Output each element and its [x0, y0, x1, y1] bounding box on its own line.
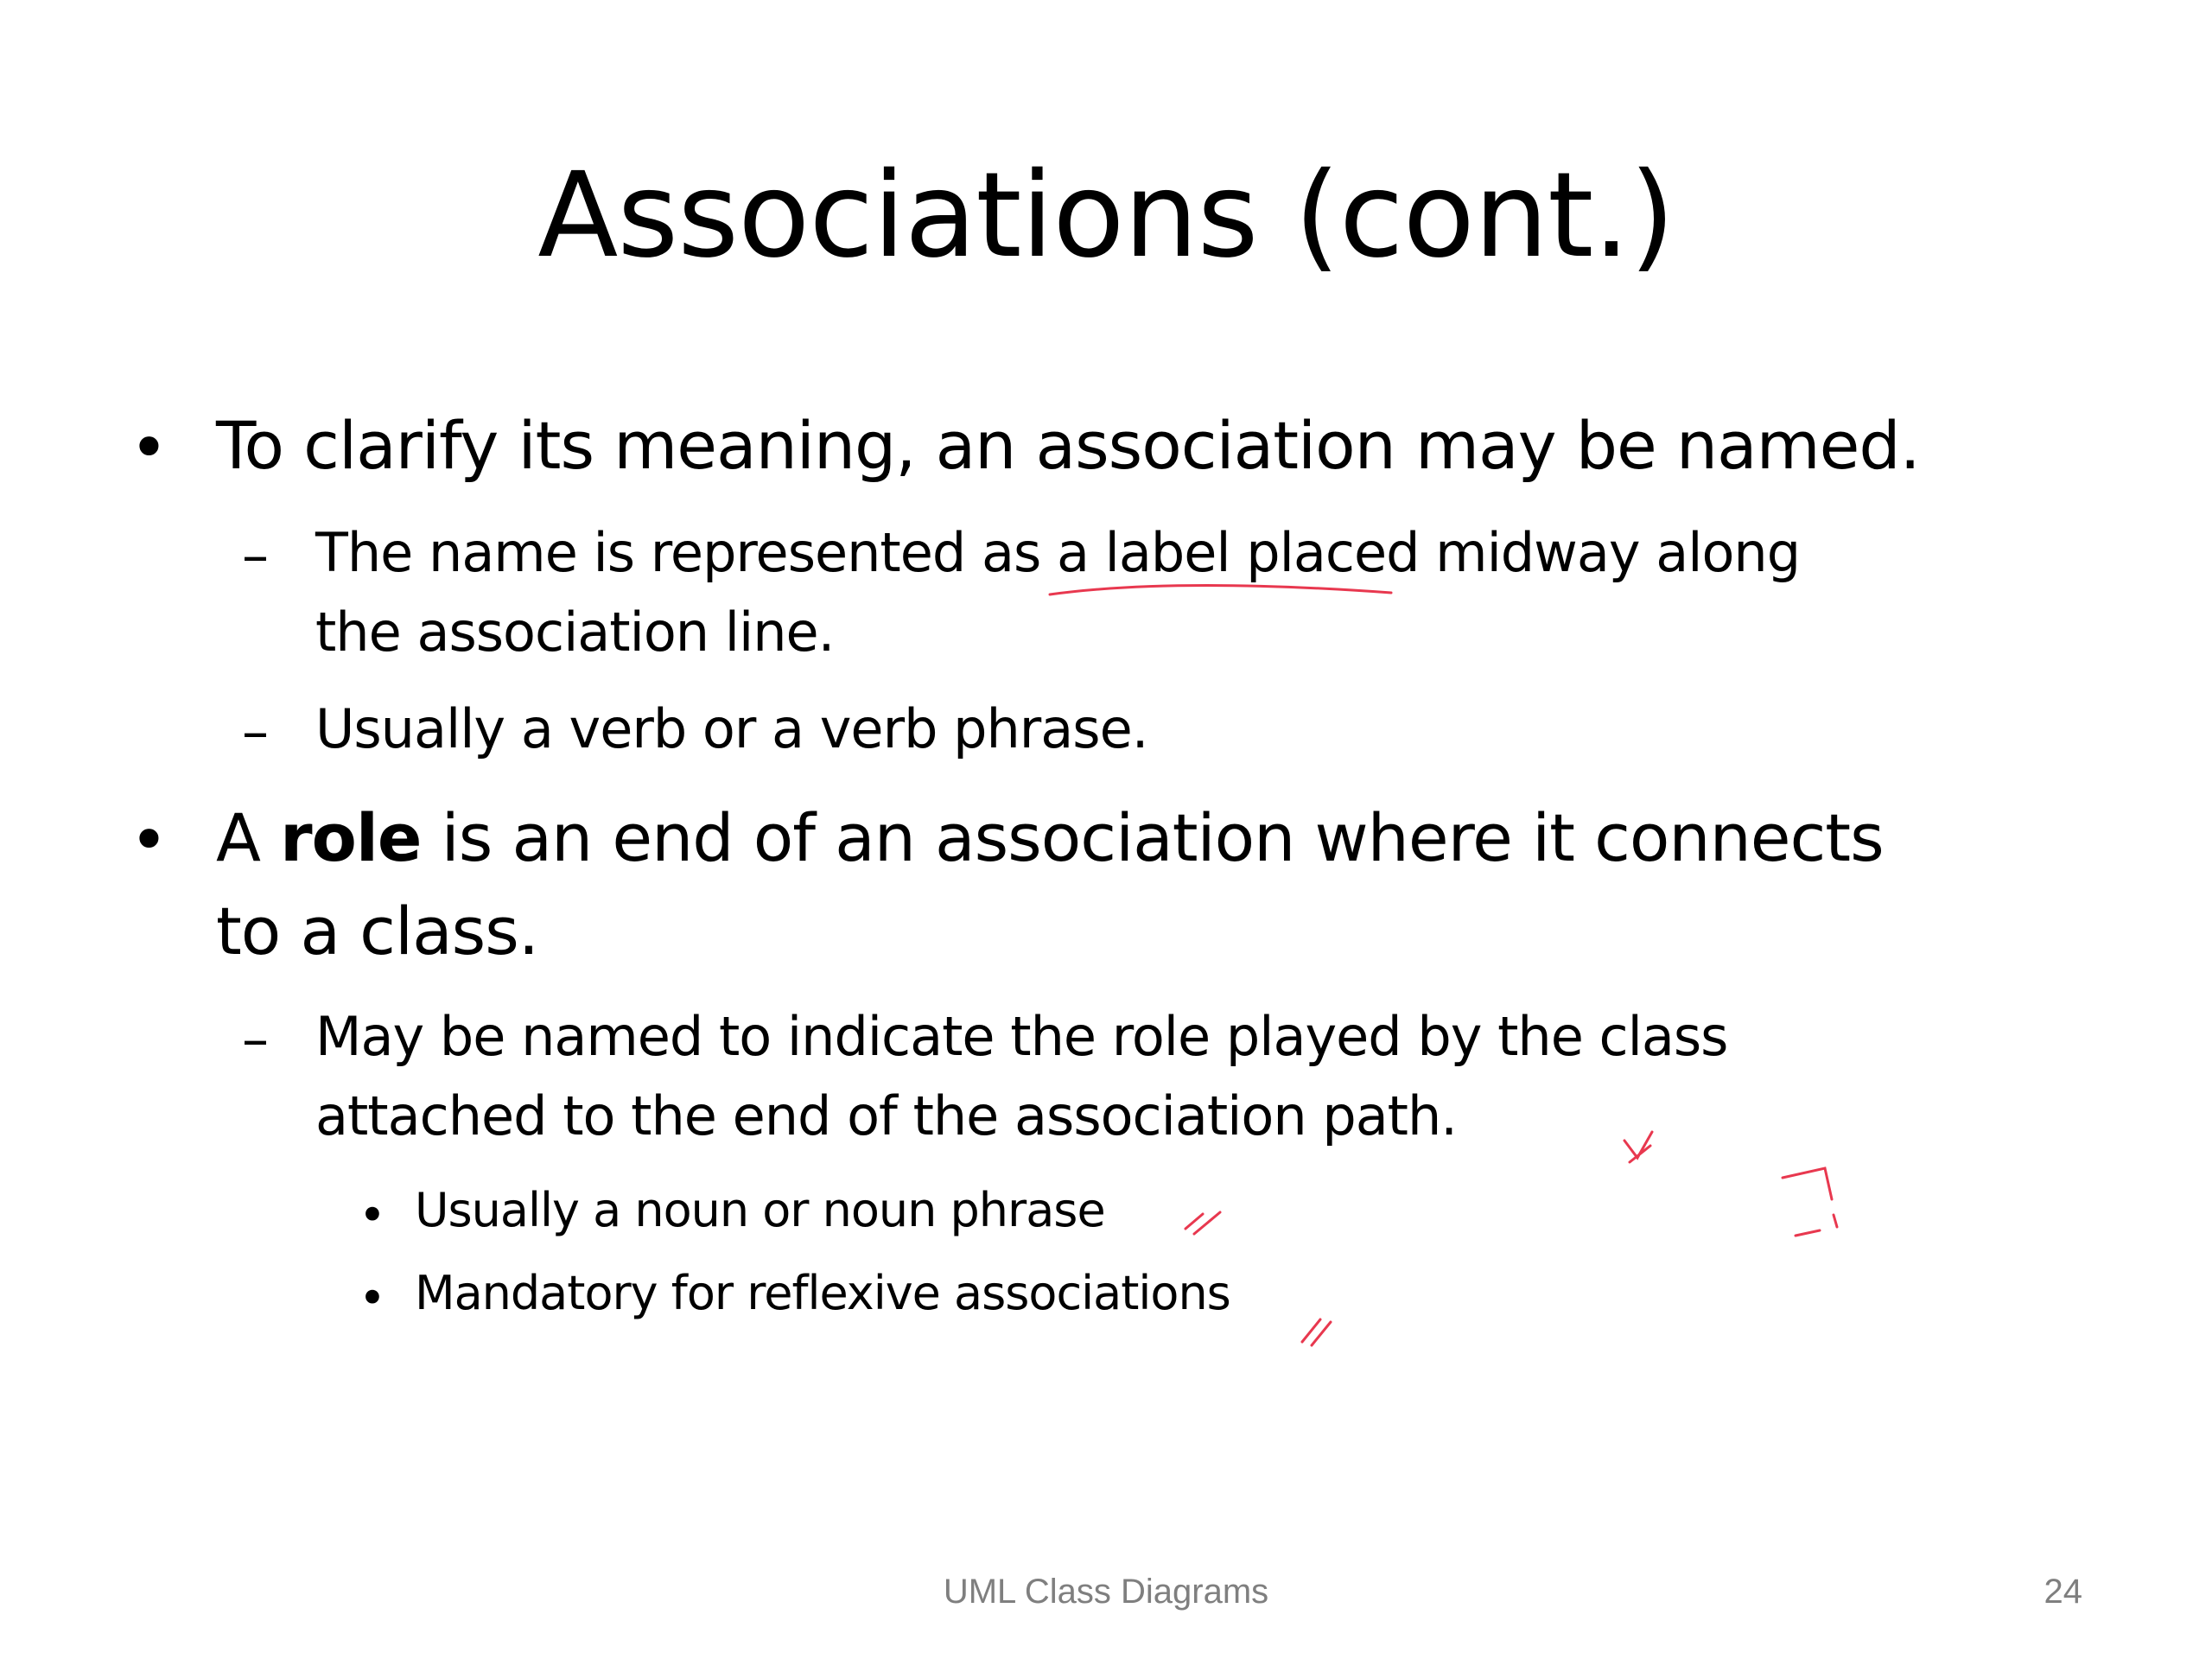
sub-sub-bullet-marker: •	[359, 1271, 386, 1325]
sub-bullet-1-2-text: Usually a verb or a verb phrase.	[315, 697, 1148, 760]
bullet-2-line-2: to a class.	[216, 893, 539, 969]
bullet-2-line-1	[216, 791, 1884, 885]
ink-slash-mark	[1185, 1212, 1220, 1234]
sub-sub-bullet-marker: •	[359, 1188, 386, 1243]
bullet-2-prefix: A	[216, 799, 281, 876]
bullet-2-suffix: is an end of an association where it connects	[421, 799, 1884, 876]
slide-title: Associations (cont.)	[537, 148, 1675, 284]
bullet-marker: •	[130, 801, 168, 878]
bullet-marker: •	[130, 409, 168, 486]
ink-scribble	[1783, 1168, 1837, 1236]
sub-bullet-marker: –	[242, 524, 269, 587]
sub-bullet-marker: –	[242, 700, 269, 763]
sub-sub-bullet-2-text: Mandatory for reflexive associations	[415, 1266, 1230, 1320]
ink-slash-mark	[1302, 1319, 1331, 1345]
sub-bullet-1-1-line-2: the association line.	[315, 601, 835, 664]
bullet-2-bold-term: role	[280, 799, 422, 876]
footer-title: UML Class Diagrams	[943, 1573, 1269, 1611]
ink-tick-mark	[1624, 1132, 1652, 1162]
sub-bullet-2-1-line-1: May be named to indicate the role played by the class	[315, 1005, 1728, 1068]
sub-bullet-marker: –	[242, 1007, 269, 1071]
bullet-1-text: To clarify its meaning, an association may be named.	[216, 407, 1920, 484]
sub-sub-bullet-1-text: Usually a noun or noun phrase	[415, 1183, 1105, 1237]
sub-bullet-2-1-line-2: attached to the end of the association path.	[315, 1084, 1457, 1147]
slide-number: 24	[2044, 1573, 2082, 1611]
sub-bullet-1-1-line-1: The name is represented as a label placed midway along	[315, 521, 1801, 584]
